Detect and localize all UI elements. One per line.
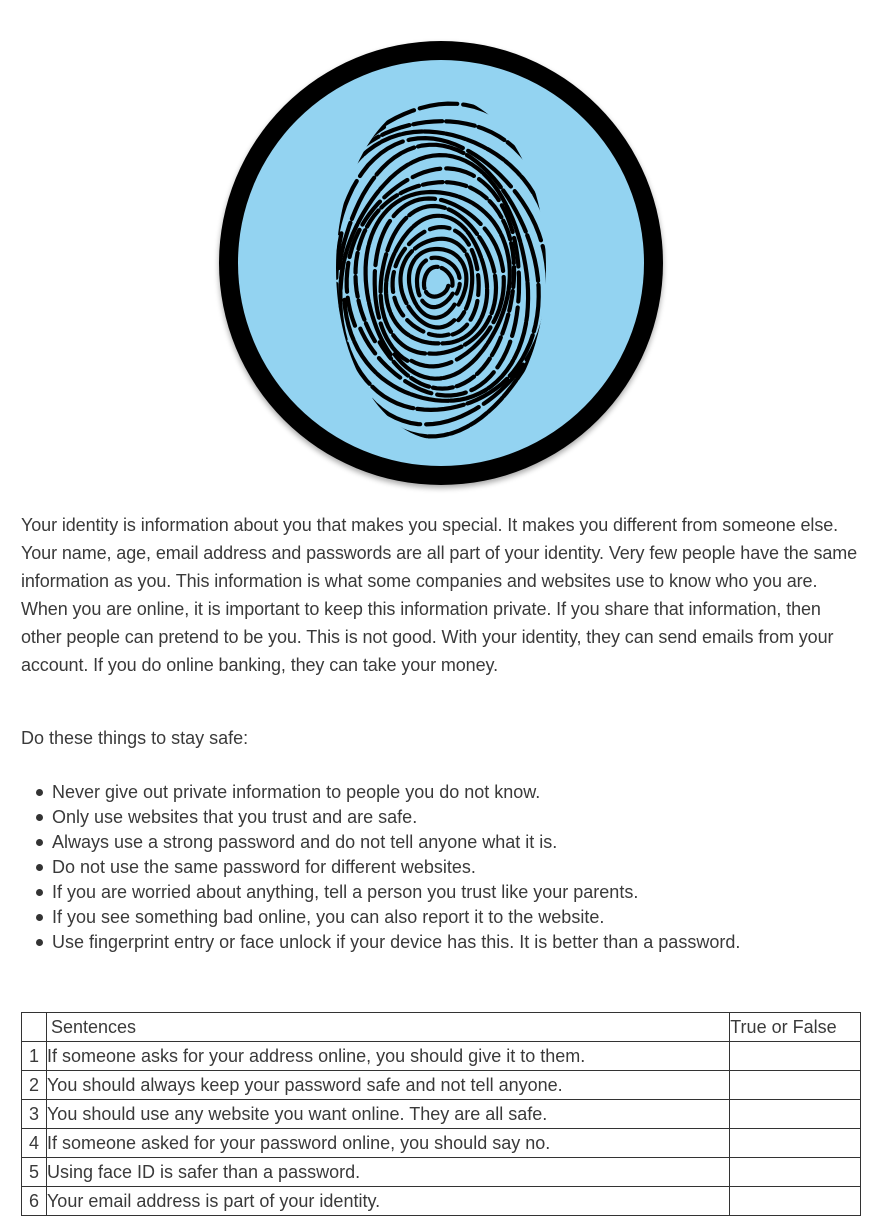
fingerprint-icon xyxy=(210,32,672,494)
table-header-row xyxy=(22,1013,861,1042)
answer-cell[interactable] xyxy=(730,1100,861,1129)
row-sentence: Using face ID is safer than a password. xyxy=(46,1158,729,1187)
header-num xyxy=(22,1013,47,1042)
tip-item: If you are worried about anything, tell a person you trust like your parents. xyxy=(21,880,861,905)
fingerprint-logo xyxy=(210,32,672,494)
table-row xyxy=(22,1129,861,1158)
tip-item: Use fingerprint entry or face unlock if your device has this. It is better than a password. xyxy=(21,930,861,955)
tip-item: Do not use the same password for different websites. xyxy=(21,855,861,880)
tip-item: Always use a strong password and do not tell anyone what it is. xyxy=(21,830,861,855)
bullet-icon xyxy=(36,814,43,821)
tip-item: Never give out private information to people you do not know. xyxy=(21,780,861,805)
row-sentence: Your email address is part of your identity. xyxy=(46,1187,729,1216)
answer-cell[interactable] xyxy=(730,1071,861,1100)
bullet-icon xyxy=(36,889,43,896)
bullet-icon xyxy=(36,839,43,846)
row-sentence: If someone asked for your password online, you should say no. xyxy=(46,1129,729,1158)
row-sentence: You should always keep your password safe and not tell anyone. xyxy=(46,1071,729,1100)
row-number: 6 xyxy=(22,1187,47,1216)
row-sentence: If someone asks for your address online, you should give it to them. xyxy=(46,1042,729,1071)
table-row xyxy=(22,1042,861,1071)
header-true-or-false: True or False xyxy=(730,1013,861,1042)
tips-list xyxy=(21,780,861,955)
table-row xyxy=(22,1158,861,1187)
row-number: 5 xyxy=(22,1158,47,1187)
answer-cell[interactable] xyxy=(730,1042,861,1071)
row-number: 3 xyxy=(22,1100,47,1129)
bullet-icon xyxy=(36,939,43,946)
row-number: 2 xyxy=(22,1071,47,1100)
answer-cell[interactable] xyxy=(730,1187,861,1216)
bullet-icon xyxy=(36,914,43,921)
table-row xyxy=(22,1100,861,1129)
row-number: 1 xyxy=(22,1042,47,1071)
quiz-table xyxy=(21,1012,861,1216)
header-sentences: Sentences xyxy=(46,1013,729,1042)
tip-item: If you see something bad online, you can also report it to the website. xyxy=(21,905,861,930)
bullet-icon xyxy=(36,864,43,871)
table-row xyxy=(22,1071,861,1100)
table-row xyxy=(22,1187,861,1216)
tip-item: Only use websites that you trust and are safe. xyxy=(21,805,861,830)
answer-cell[interactable] xyxy=(730,1129,861,1158)
row-sentence: You should use any website you want online. They are all safe. xyxy=(46,1100,729,1129)
bullet-icon xyxy=(36,789,43,796)
row-number: 4 xyxy=(22,1129,47,1158)
tips-heading: Do these things to stay safe: xyxy=(21,728,249,748)
intro-paragraph: Your identity is information about you that makes you special. It makes you different from someone else. Your name, age, email address and passwords are all part of your identity. Very few people have the same information as you. This information is what some companies and websites use to know who you are. When you are online, it is important to keep this information private. If you share that information, then other people can pretend to be you. This is not good. With your identity, they can send emails from your account. If you do online banking, they can take your money. xyxy=(21,515,858,675)
answer-cell[interactable] xyxy=(730,1158,861,1187)
